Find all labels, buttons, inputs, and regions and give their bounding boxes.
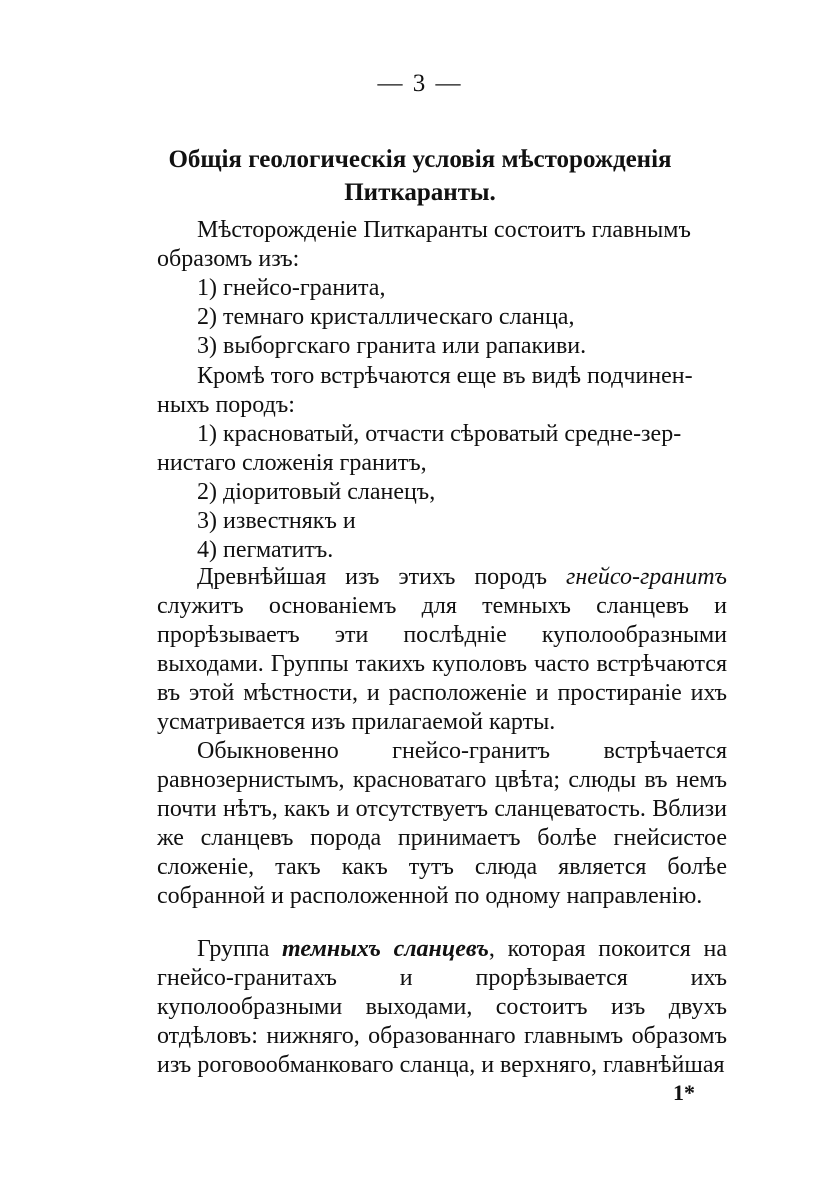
signature-mark: 1* [673, 1080, 695, 1105]
paragraph: Обыкновенно гнейсо-гранитъ встрѣчается равнозернистымъ, красноватаго цвѣта; слюды въ немъ почти нѣтъ, какъ и отсутствуетъ сланцеватость. Вблизи же сланцевъ порода принимаетъ болѣе гнейсистое сложеніе, такъ какъ тутъ слюда является болѣе собранной и расположенной по одному направленію. [157, 738, 727, 909]
paragraph-line: образомъ изъ: [157, 246, 300, 272]
section-heading [120, 143, 720, 209]
paragraph-line: Кромѣ того встрѣчаются еще въ видѣ подчинен- [197, 363, 693, 389]
deposit-composition-block [157, 216, 727, 361]
list-item: 1) красноватый, отчасти сѣроватый средне-зер- [197, 421, 682, 447]
paragraph [157, 935, 727, 1080]
term-dark-schists: темныхъ сланцевъ [282, 936, 489, 962]
page-number: — 3 — [377, 70, 463, 97]
list-item: 2) діоритовый сланецъ, [197, 479, 436, 505]
term-gneiss-granite: гнейсо-гранитъ [565, 564, 727, 590]
list-item-continuation: нистаго сложенія гранитъ, [157, 450, 427, 476]
heading-line-2: Питкаранты. [344, 179, 496, 206]
granite-description-paragraph [157, 737, 727, 911]
list-item: 3) выборгскаго гранита или рапакиви. [197, 333, 587, 359]
paragraph-text: служитъ основаніемъ для темныхъ сланцевъ и прорѣзываетъ эти послѣдніе куполообразными выходами. Группы такихъ куполовъ часто встрѣчаются въ этой мѣстности, и расположеніе и простираніе ихъ усматривается изъ прилагаемой карты. [157, 593, 727, 735]
heading-line-1: Общія геологическія условія мѣсторожденія [168, 146, 672, 173]
paragraph-text: Группа [197, 936, 283, 962]
list-item: 4) пегматитъ. [197, 537, 334, 563]
list-item: 3) известнякъ и [197, 508, 356, 534]
paragraph-line: ныхъ породъ: [157, 392, 295, 418]
list-item: 2) темнаго кристаллическаго сланца, [197, 304, 575, 330]
paragraph-text: , которая покоится на гнейсо-гранитахъ и прорѣзывается ихъ куполообразными выходами, состоитъ изъ двухъ отдѣловъ: нижняго, образованнаго главнымъ образомъ изъ роговообманковаго сланца, и верхняго, главнѣйшая [157, 936, 727, 1078]
subordinate-rocks-block [157, 362, 727, 565]
paragraph-line: Мѣсторожденіе Питкаранты состоитъ главнымъ [197, 217, 691, 243]
list-item: 1) гнейсо-гранита, [197, 275, 386, 301]
paragraph [157, 563, 727, 737]
gneiss-granite-paragraph [157, 563, 727, 737]
paragraph-text: Древнѣйшая изъ этихъ породъ [197, 564, 566, 590]
dark-schists-paragraph [157, 935, 727, 1080]
